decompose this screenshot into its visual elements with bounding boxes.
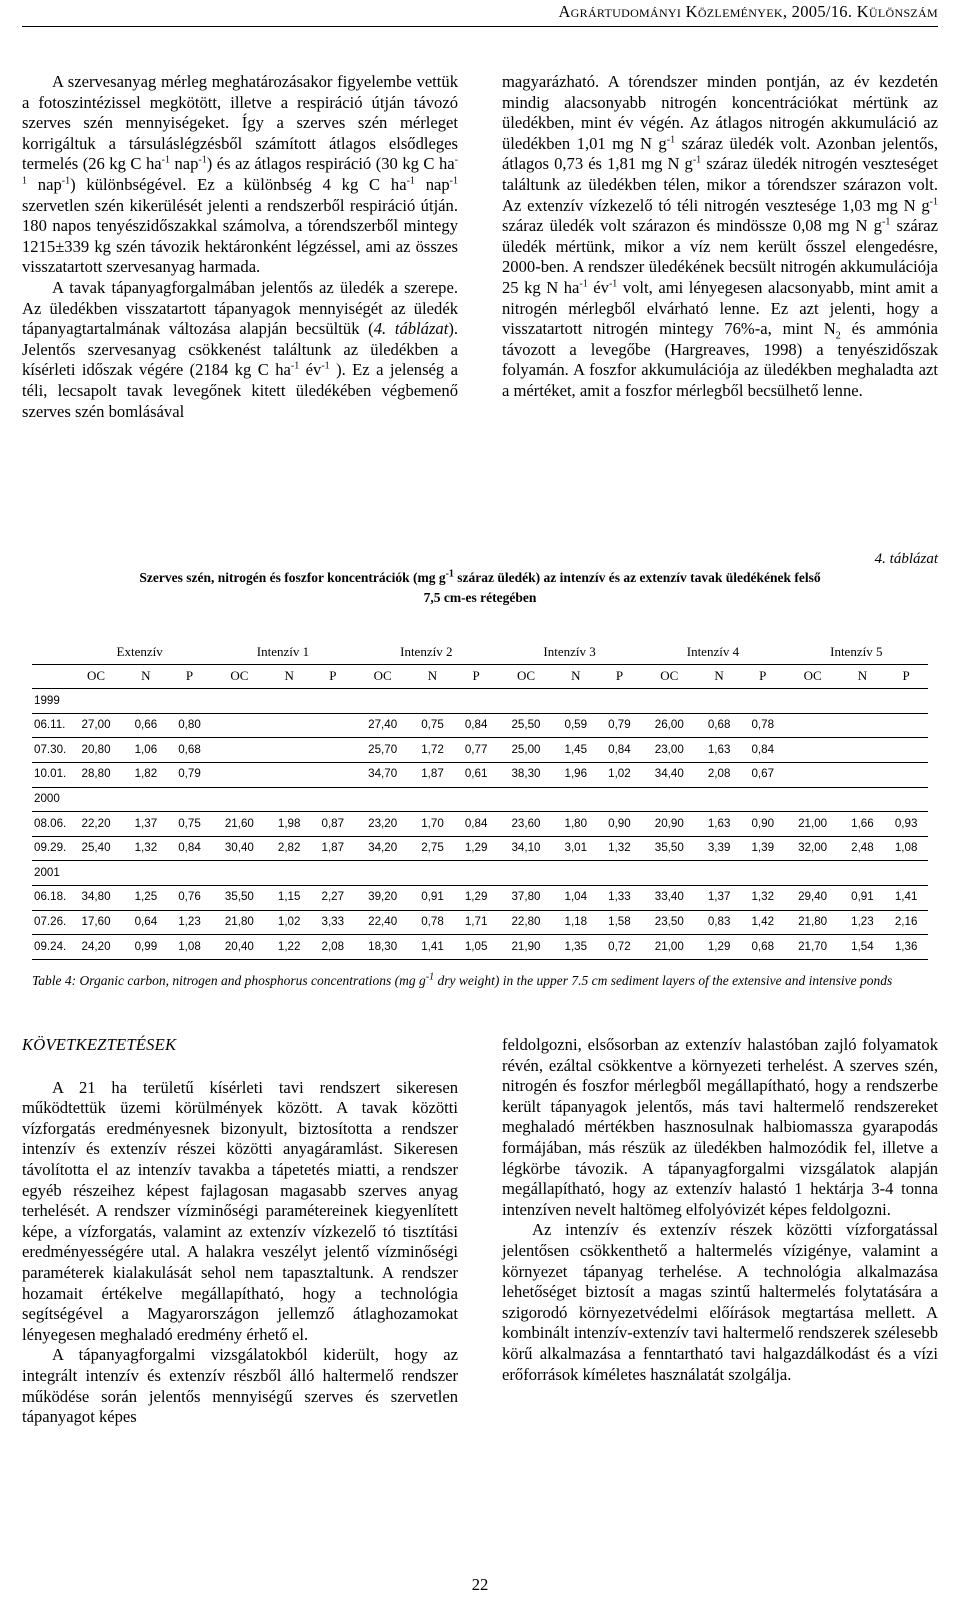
table-value-cell: 0,90 — [598, 812, 642, 837]
table-subheader: OC — [68, 664, 124, 689]
table-value-cell: 21,00 — [641, 935, 697, 960]
table-value-cell — [311, 762, 355, 787]
table-value-cell: 29,40 — [785, 885, 841, 910]
table-value-cell: 1,41 — [411, 935, 455, 960]
table-value-cell: 1,08 — [884, 836, 928, 861]
table-value-cell: 1,71 — [454, 910, 498, 935]
table-value-cell: 1,72 — [411, 738, 455, 763]
table-value-cell: 33,40 — [641, 885, 697, 910]
table-group-header: Extenzív — [68, 640, 211, 664]
paragraph: A 21 ha területű kísérleti tavi rendszert sikeresen működtettük üzemi körülmények között. A tavak közötti vízforgatás eredményesnek bizonyult, biztosította a rendszer intenzív és extenzív részei közötti anyagáramlást. Sikeresen távolította el az intenzív tavakba a tápetetés miatti, a rendszer egyéb részeihez képest fajlagosan magasabb szerves anyag terhelését. A rendszer vízminőségi paramétereinek kiegyenlített képe, a vízforgatás, valamint az extenzív vízkezelő tó tisztítási eredményességére utal. A halakra veszélyt jelentő vízminőségi paraméterek kialakulását sehol nem tapasztaltunk. A rendszer hozamait értékelve megállapítható, hogy a technológia segítségével a Magyarországon jellemző átlaghozamokat lényegesen meghaladó eredmény érhető el. — [22, 1077, 458, 1344]
table-subheader: OC — [785, 664, 841, 689]
table-value-cell: 1,96 — [554, 762, 598, 787]
running-header: Agrártudományi Közlemények, 2005/16. Különszám — [558, 2, 938, 21]
table-row — [32, 885, 928, 910]
top-right-column — [502, 72, 938, 402]
table-subheader: P — [884, 664, 928, 689]
table-date-cell: 07.30. — [32, 738, 68, 763]
table-group-header: Intenzív 5 — [785, 640, 928, 664]
page-number: 22 — [471, 1575, 489, 1594]
table-value-cell: 28,80 — [68, 762, 124, 787]
table-value-cell: 1,32 — [741, 885, 785, 910]
table-value-cell: 0,68 — [697, 713, 741, 738]
table-value-cell: 0,83 — [697, 910, 741, 935]
section-heading: KÖVETKEZTETÉSEK — [22, 1035, 177, 1054]
table-value-cell: 0,76 — [168, 885, 212, 910]
table-value-cell: 0,91 — [411, 885, 455, 910]
table-value-cell: 35,50 — [211, 885, 267, 910]
table-value-cell: 1,29 — [454, 836, 498, 861]
table-value-cell: 17,60 — [68, 910, 124, 935]
table-value-cell: 2,27 — [311, 885, 355, 910]
table-value-cell: 1,32 — [124, 836, 168, 861]
table-value-cell: 0,91 — [841, 885, 885, 910]
table-value-cell: 1,54 — [841, 935, 885, 960]
table-date-cell: 06.11. — [32, 713, 68, 738]
table-value-cell: 0,64 — [124, 910, 168, 935]
table-value-cell — [841, 713, 885, 738]
table-label: 4. táblázat — [874, 551, 938, 567]
table-value-cell: 3,33 — [311, 910, 355, 935]
table-reference: 4. táblázat — [373, 319, 449, 339]
table-corner-cell — [32, 664, 68, 689]
table-date-cell: 10.01. — [32, 762, 68, 787]
table-value-cell — [267, 738, 311, 763]
table-value-cell: 0,68 — [741, 935, 785, 960]
table-group-header: Intenzív 1 — [211, 640, 354, 664]
table-subheader: P — [741, 664, 785, 689]
table-value-cell: 0,90 — [741, 812, 785, 837]
table-value-cell — [785, 738, 841, 763]
table-value-cell: 0,79 — [168, 762, 212, 787]
table-subheader: OC — [641, 664, 697, 689]
table-value-cell: 1,37 — [697, 885, 741, 910]
header-rule — [22, 26, 938, 27]
table-value-cell: 0,72 — [598, 935, 642, 960]
table-value-cell: 22,80 — [498, 910, 554, 935]
table-value-cell: 34,80 — [68, 885, 124, 910]
table-value-cell — [311, 738, 355, 763]
table-value-cell: 1,23 — [841, 910, 885, 935]
table-value-cell: 1,08 — [168, 935, 212, 960]
table-value-cell: 0,79 — [598, 713, 642, 738]
table-value-cell: 1,87 — [411, 762, 455, 787]
table-value-cell: 24,20 — [68, 935, 124, 960]
table-value-cell: 1,63 — [697, 738, 741, 763]
table-value-cell: 1,32 — [598, 836, 642, 861]
bottom-right-column — [502, 1035, 938, 1385]
table-value-cell: 1,02 — [598, 762, 642, 787]
table-value-cell: 1,37 — [124, 812, 168, 837]
table-date-cell: 06.18. — [32, 885, 68, 910]
table-value-cell — [884, 762, 928, 787]
table-subheader: N — [411, 664, 455, 689]
table-date-cell: 07.26. — [32, 910, 68, 935]
data-table — [32, 640, 928, 960]
table-subheader: N — [554, 664, 598, 689]
table-value-cell: 1,36 — [884, 935, 928, 960]
table-value-cell: 0,93 — [884, 812, 928, 837]
table-empty-cell — [68, 689, 928, 714]
table-row — [32, 713, 928, 738]
table-value-cell: 2,75 — [411, 836, 455, 861]
table-value-cell: 0,61 — [454, 762, 498, 787]
table-subheader: N — [267, 664, 311, 689]
table-value-cell: 21,90 — [498, 935, 554, 960]
table-value-cell: 23,00 — [641, 738, 697, 763]
table-value-cell: 1,87 — [311, 836, 355, 861]
table-value-cell — [785, 713, 841, 738]
table-subheader: P — [454, 664, 498, 689]
table-subheader: OC — [498, 664, 554, 689]
table-value-cell: 0,87 — [311, 812, 355, 837]
table-value-cell: 35,50 — [641, 836, 697, 861]
table-value-cell — [211, 713, 267, 738]
table-value-cell: 1,05 — [454, 935, 498, 960]
table-empty-cell — [68, 787, 928, 812]
table-value-cell — [841, 738, 885, 763]
table-value-cell: 34,70 — [355, 762, 411, 787]
table-row — [32, 812, 928, 837]
table-value-cell: 21,60 — [211, 812, 267, 837]
table-subheader: N — [841, 664, 885, 689]
table-value-cell: 1,33 — [598, 885, 642, 910]
table-value-cell: 39,20 — [355, 885, 411, 910]
table-group-header: Intenzív 4 — [641, 640, 784, 664]
table-corner-cell — [32, 640, 68, 664]
table-year-label: 2001 — [32, 861, 68, 886]
english-table-caption: Table 4: Organic carbon, nitrogen and phosphorus concentrations (mg $g^{-1}$ dry weight) in the upper 7.5 cm sediment layers of the extensive and intensive ponds — [32, 971, 893, 988]
table-year-row — [32, 787, 928, 812]
table-year-row — [32, 861, 928, 886]
table-value-cell: 1,02 — [267, 910, 311, 935]
table-value-cell: 1,29 — [454, 885, 498, 910]
paragraph: A szervesanyag mérleg meghatározásakor figyelembe vettük a fotoszintézissel megkötött, illetve a respiráció útján távozó szerves szén mennyiségeket. Így a szerves szén mérleget korrigáltuk a társuláslégzésből számított átlagos elsődleges termelés (26 kg C $ha^{-1}$ nap$^{-1}$) és az átlagos respiráció (30 kg C $ha^{-1}$ nap$^{-1}$) különbségével. Ez a különbség 4 kg C $ha^{-1}$ nap$^{-1}$ szervetlen szén kikerülését jelenti a rendszerből respiráció útján. 180 napos tenyészidőszakkal számolva, a tórendszerből mintegy 1215±339 kg szén távozik hektáronként légzéssel, ami az összes visszatartott szervesanyag harmada. — [22, 72, 459, 277]
table-caption: Szerves szén, nitrogén és foszfor koncentrációk (mg $g^{-1}$ száraz üledék) az intenzív és az extenzív tavak üledékének felső 7,5 cm-es rétegében — [139, 568, 821, 605]
table-value-cell: 25,50 — [498, 713, 554, 738]
table-value-cell — [841, 762, 885, 787]
table-value-cell — [267, 713, 311, 738]
table-value-cell: 1,82 — [124, 762, 168, 787]
table-subheader: OC — [355, 664, 411, 689]
table-value-cell: 3,39 — [697, 836, 741, 861]
table-value-cell: 25,70 — [355, 738, 411, 763]
table-value-cell: 0,75 — [411, 713, 455, 738]
table-row — [32, 935, 928, 960]
table-subheader: P — [598, 664, 642, 689]
table-value-cell — [311, 713, 355, 738]
table-value-cell: 34,40 — [641, 762, 697, 787]
table-value-cell: 22,20 — [68, 812, 124, 837]
table-value-cell: 21,00 — [785, 812, 841, 837]
table-value-cell — [785, 762, 841, 787]
table-value-cell: 1,70 — [411, 812, 455, 837]
table-value-cell: 20,90 — [641, 812, 697, 837]
table-value-cell: 0,84 — [741, 738, 785, 763]
table-value-cell: 23,60 — [498, 812, 554, 837]
table-value-cell: 1,22 — [267, 935, 311, 960]
table-row — [32, 836, 928, 861]
table-value-cell: 1,23 — [168, 910, 212, 935]
table-value-cell: 21,80 — [785, 910, 841, 935]
table-value-cell: 1,58 — [598, 910, 642, 935]
table-value-cell: 25,00 — [498, 738, 554, 763]
table-value-cell: 2,08 — [311, 935, 355, 960]
table-value-cell: 18,30 — [355, 935, 411, 960]
table-value-cell: 1,66 — [841, 812, 885, 837]
table-value-cell: 20,40 — [211, 935, 267, 960]
table-row — [32, 762, 928, 787]
table-value-cell: 23,20 — [355, 812, 411, 837]
table-value-cell: 1,06 — [124, 738, 168, 763]
table-value-cell: 0,59 — [554, 713, 598, 738]
table-value-cell: 2,08 — [697, 762, 741, 787]
table-value-cell: 1,35 — [554, 935, 598, 960]
table-value-cell: 1,41 — [884, 885, 928, 910]
table-value-cell: 0,77 — [454, 738, 498, 763]
table-value-cell: 32,00 — [785, 836, 841, 861]
table-subheader-row — [32, 664, 928, 689]
table-year-row — [32, 689, 928, 714]
table-value-cell: 0,84 — [454, 812, 498, 837]
table-value-cell: 1,42 — [741, 910, 785, 935]
table-value-cell: 0,78 — [411, 910, 455, 935]
table-value-cell — [211, 762, 267, 787]
bottom-left-column — [22, 1035, 458, 1428]
paragraph: feldolgozni, elsősorban az extenzív halastóban zajló folyamatok révén, ezáltal csökkentve a környezeti terhelést. A szerves szén, nitrogén és foszfor mérlegből megállapítható, hogy a rendszerbe került tápanyagok jelentős, más tavi haltermelő rendszereket meghaladó mértékben hasznosulnak halbiomassza gyarapodás formájában, más részük az üledékben halmozódik fel, illetve a légkörbe távozik. A tápanyagforgalmi vizsgálatok alapján megállapítható, hogy az extenzív halastó 1 hektárja 3-4 tonna intenzíven nevelt haltömeg elfolyóvizét képes feldolgozni. — [502, 1035, 938, 1219]
table-value-cell: 1,39 — [741, 836, 785, 861]
table-value-cell: 0,75 — [168, 812, 212, 837]
paragraph: A tavak tápanyagforgalmában jelentős az üledék a szerepe. Az üledékben visszatartott tápanyagok mennyiségét az üledék tápanyagtartalmának változása alapján becsültük (4. táblázat). Jelentős szervesanyag csökkenést találtunk az üledékben a kísérleti időszak végére (2184 kg C $ha^{-1}$ $év^{-1}$ ). Ez a jelenség a téli, lecsapolt tavak levegőnek kitett üledékében végbemenő szerves szén bomlásával — [22, 277, 458, 421]
table-value-cell: 0,84 — [598, 738, 642, 763]
table-value-cell: 34,10 — [498, 836, 554, 861]
table-year-label: 2000 — [32, 787, 68, 812]
table-value-cell: 21,70 — [785, 935, 841, 960]
table-value-cell: 30,40 — [211, 836, 267, 861]
table-subheader: OC — [211, 664, 267, 689]
table-date-cell: 09.24. — [32, 935, 68, 960]
table-value-cell: 21,80 — [211, 910, 267, 935]
table-value-cell: 1,45 — [554, 738, 598, 763]
table-value-cell: 34,20 — [355, 836, 411, 861]
top-left-column — [22, 72, 458, 422]
table-value-cell: 1,29 — [697, 935, 741, 960]
paragraph: magyarázható. A tórendszer minden pontján, az év kezdetén mindig alacsonyabb nitrogén koncentrációkat mértünk az üledékben, mint év végén. Az átlagos nitrogén akkumuláció az üledékben 1,01 mg N $g^{-1}$ száraz üledék volt. Azonban jelentős, átlagos 0,73 és 1,81 mg N $g^{-1}$ száraz üledék nitrogén veszteséget találtunk az üledékben télen, mikor a tórendszer szárazon volt. Az extenzív vízkezelő tó téli nitrogén vesztesége 1,03 mg N $g^{-1}$ száraz üledék volt szárazon és mindössze 0,08 mg N $g^{-1}$ száraz üledék mértünk, mikor a víz nem került ősszel elengedésre, 2000-ben. A rendszer üledékének becsült nitrogén akkumulációja 25 kg N $ha^{-1}$ $év^{-1}$ volt, ami lényegesen alacsonyabb, mint amit a nitrogén mérlegből elvárható lenne. Ez azt jelenti, hogy a visszatartott nitrogén mintegy 76%-a, mint $N_2$ és ammónia távozott a levegőbe (Hargreaves, 1998) a tenyészidőszak folyamán. A foszfor akkumulációja az üledékben meghaladta azt a mértéket, amit a foszfor mérlegből becsülhető lenne. — [502, 72, 939, 400]
table-subheader: P — [168, 664, 212, 689]
table-value-cell: 37,80 — [498, 885, 554, 910]
table-subheader: N — [124, 664, 168, 689]
table-value-cell: 2,48 — [841, 836, 885, 861]
table-value-cell: 22,40 — [355, 910, 411, 935]
table-value-cell: 26,00 — [641, 713, 697, 738]
table-value-cell: 0,66 — [124, 713, 168, 738]
table-value-cell: 1,98 — [267, 812, 311, 837]
table-value-cell: 1,25 — [124, 885, 168, 910]
table-value-cell — [267, 762, 311, 787]
table-value-cell: 0,80 — [168, 713, 212, 738]
table-value-cell: 2,16 — [884, 910, 928, 935]
table-row — [32, 738, 928, 763]
table-group-header: Intenzív 2 — [355, 640, 498, 664]
table-value-cell: 0,84 — [168, 836, 212, 861]
table-date-cell: 08.06. — [32, 812, 68, 837]
table-value-cell: 25,40 — [68, 836, 124, 861]
paragraph: Az intenzív és extenzív részek közötti vízforgatással jelentősen csökkenthető a haltermelés vízigénye, valamint a környezet tápanyag terhelése. A technológia alkalmazása lehetőséget biztosít a magas szintű haltermelés folytatására a szigorodó környezetvédelmi előírások megtartása mellett. A kombinált intenzív-extenzív tavi haltermelő rendszerek szélesebb körű alkalmazása a fenntartható tavi halgazdálkodást és a vízi erőforrások kíméletes használatát szolgálja. — [502, 1220, 938, 1384]
table-value-cell — [211, 738, 267, 763]
table-value-cell: 27,40 — [355, 713, 411, 738]
table-value-cell — [884, 738, 928, 763]
table-value-cell: 2,82 — [267, 836, 311, 861]
table-value-cell: 1,63 — [697, 812, 741, 837]
table-value-cell: 1,04 — [554, 885, 598, 910]
table-value-cell: 0,67 — [741, 762, 785, 787]
table-value-cell: 3,01 — [554, 836, 598, 861]
table-value-cell: 1,15 — [267, 885, 311, 910]
table-value-cell: 0,84 — [454, 713, 498, 738]
table-value-cell: 1,18 — [554, 910, 598, 935]
table-group-header-row — [32, 640, 928, 664]
table-row — [32, 910, 928, 935]
table-subheader: N — [697, 664, 741, 689]
table-value-cell: 23,50 — [641, 910, 697, 935]
table-value-cell: 1,80 — [554, 812, 598, 837]
table-empty-cell — [68, 861, 928, 886]
table-value-cell: 20,80 — [68, 738, 124, 763]
table-value-cell: 0,78 — [741, 713, 785, 738]
table-value-cell: 38,30 — [498, 762, 554, 787]
table-subheader: P — [311, 664, 355, 689]
table-value-cell: 0,68 — [168, 738, 212, 763]
paragraph: A tápanyagforgalmi vizsgálatokból kiderült, hogy az integrált intenzív és extenzív részből álló haltermelő rendszer működése során jelentős mennyiségű szerves és szervetlen tápanyagot képes — [22, 1345, 458, 1427]
table-date-cell: 09.29. — [32, 836, 68, 861]
table-value-cell — [884, 713, 928, 738]
table-year-label: 1999 — [32, 689, 68, 714]
table-group-header: Intenzív 3 — [498, 640, 641, 664]
table-value-cell: 27,00 — [68, 713, 124, 738]
table-value-cell: 0,99 — [124, 935, 168, 960]
